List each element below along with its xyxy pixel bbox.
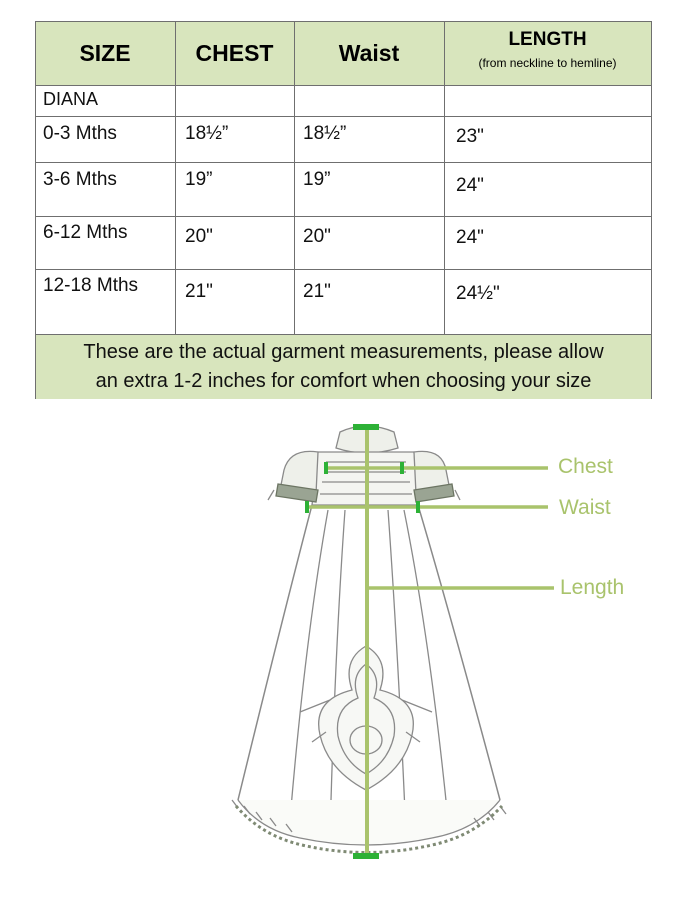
model-name: DIANA [43,89,99,109]
row-size: 3-6 Mths [43,169,117,190]
row-waist: 20" [303,226,331,247]
waist-label: Waist [559,496,611,519]
waist-right-marker [416,501,420,513]
sizing-note-line-2: an extra 1-2 inches for comfort when choosing your size [95,369,592,392]
row-chest: 21" [185,281,213,302]
length-bottom-marker [353,853,379,859]
header-size: SIZE [79,39,131,66]
chest-label: Chest [558,455,613,478]
table-rule [35,162,652,163]
row-waist: 19” [303,169,331,190]
row-length: 24½" [456,283,500,304]
header-waist: Waist [338,39,400,66]
row-chest: 19” [185,169,213,190]
chest-right-marker [400,462,404,474]
header-length-label: LENGTH [508,29,587,50]
sizing-note-line-1: These are the actual garment measurements, please allow [83,340,604,363]
table-rule [35,85,652,86]
row-size: 12-18 Mths [43,275,139,296]
row-size: 6-12 Mths [43,222,128,243]
row-length: 23" [456,126,484,147]
length-top-marker [353,424,379,430]
table-rule [35,116,652,117]
header-chest: CHEST [195,39,274,66]
row-chest: 18½” [185,123,229,144]
row-waist: 18½” [303,123,347,144]
row-chest: 20" [185,226,213,247]
sizing-note [35,334,652,399]
row-waist: 21" [303,281,331,302]
size-chart-table [35,21,652,399]
table-rule [35,216,652,217]
row-length: 24" [456,227,484,248]
length-label: Length [560,576,625,599]
chest-left-marker [324,462,328,474]
table-rule [35,269,652,270]
header-length [444,21,651,85]
row-length: 24" [456,175,484,196]
waist-left-marker [305,501,309,513]
header-length-note: (from neckline to hemline) [478,56,617,70]
row-size: 0-3 Mths [43,123,117,144]
